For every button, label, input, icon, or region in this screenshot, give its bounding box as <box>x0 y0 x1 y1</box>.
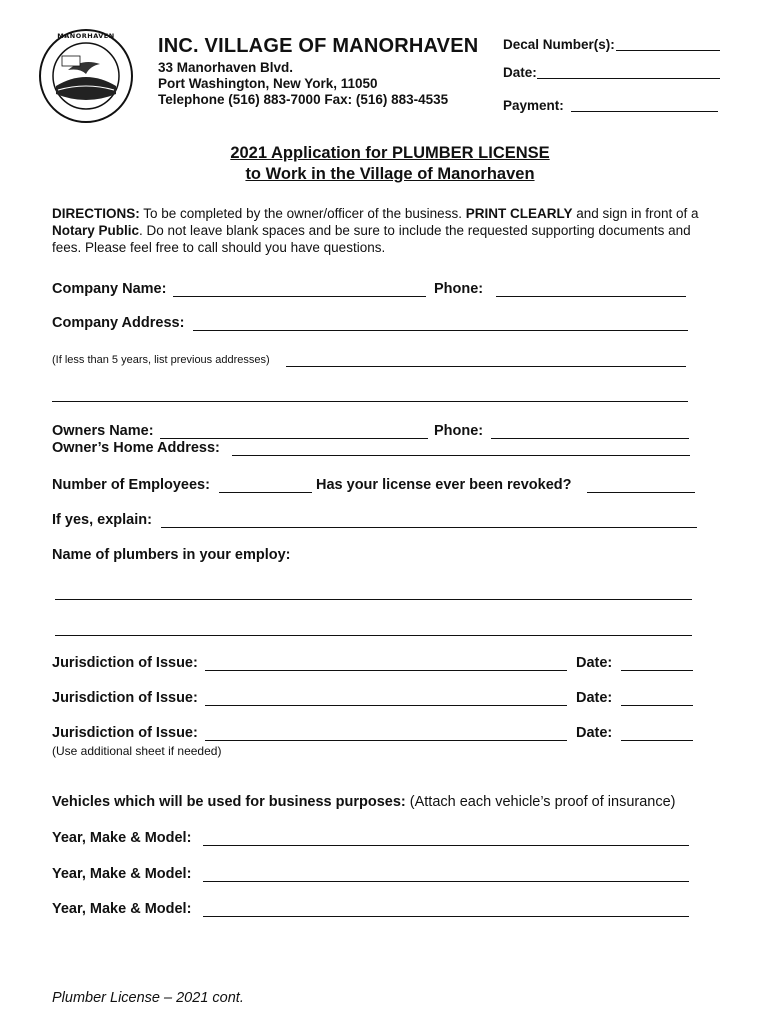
vehicle-line-3[interactable] <box>203 916 689 917</box>
payment-line[interactable] <box>571 111 718 112</box>
jurisdiction-label-2: Jurisdiction of Issue: <box>52 690 198 706</box>
previous-addresses-line-1[interactable] <box>286 366 686 367</box>
previous-addresses-line-2[interactable] <box>52 401 688 402</box>
directions-label: DIRECTIONS: <box>52 206 140 221</box>
revoked-label: Has your license ever been revoked? <box>316 477 572 493</box>
company-name-line[interactable] <box>173 296 426 297</box>
vehicles-label: Vehicles which will be used for business purposes: <box>52 794 406 810</box>
vehicle-label-3: Year, Make & Model: <box>52 901 192 917</box>
revoked-line[interactable] <box>587 492 695 493</box>
office-date-label: Date: <box>503 65 537 80</box>
owner-phone-line[interactable] <box>491 438 689 439</box>
employees-line[interactable] <box>219 492 312 493</box>
decal-number-label: Decal Number(s): <box>503 37 615 52</box>
company-address-label: Company Address: <box>52 315 185 331</box>
office-date-field <box>503 65 537 80</box>
jurisdiction-line-3[interactable] <box>205 740 567 741</box>
jurisdiction-date-label-2: Date: <box>576 690 613 706</box>
phone-fax: Telephone (516) 883-7000 Fax: (516) 883-4535 <box>158 92 449 107</box>
jurisdiction-date-line-1[interactable] <box>621 670 693 671</box>
previous-addresses-note: (If less than 5 years, list previous addresses) <box>52 354 270 366</box>
company-address-line[interactable] <box>193 330 688 331</box>
additional-sheet-note: (Use additional sheet if needed) <box>52 744 222 758</box>
directions-print-clearly: PRINT CLEARLY <box>465 206 573 221</box>
vehicle-label-2: Year, Make & Model: <box>52 866 192 882</box>
office-date-line[interactable] <box>537 78 720 79</box>
vehicle-line-2[interactable] <box>203 881 689 882</box>
org-name: INC. VILLAGE OF MANORHAVEN <box>158 35 479 57</box>
explain-line[interactable] <box>161 527 697 528</box>
explain-label: If yes, explain: <box>52 512 152 528</box>
vehicles-note: (Attach each vehicle’s proof of insurance) <box>405 794 676 810</box>
company-name-label: Company Name: <box>52 281 167 297</box>
jurisdiction-date-label-1: Date: <box>576 655 613 671</box>
page-footer: Plumber License – 2021 cont. <box>52 990 244 1006</box>
directions-paragraph <box>52 205 712 256</box>
owner-home-address-line[interactable] <box>232 455 690 456</box>
directions-text-3: . Do not leave blank spaces and be sure to include the requested supporting documents and fees. Please feel free to call should you have questions. <box>52 223 691 255</box>
payment-label: Payment: <box>503 98 564 113</box>
form-title-line-2: to Work in the Village of Manorhaven <box>245 165 535 183</box>
directions-text-1: To be completed by the owner/officer of the business. <box>139 206 466 221</box>
jurisdiction-label-1: Jurisdiction of Issue: <box>52 655 198 671</box>
jurisdiction-date-label-3: Date: <box>576 725 613 741</box>
village-seal-logo <box>38 28 134 124</box>
company-phone-line[interactable] <box>496 296 686 297</box>
vehicle-label-1: Year, Make & Model: <box>52 830 192 846</box>
form-title-line-1: 2021 Application for PLUMBER LICENSE <box>230 144 550 162</box>
vehicle-line-1[interactable] <box>203 845 689 846</box>
owner-phone-label: Phone: <box>434 423 484 439</box>
decal-number-field <box>503 37 615 52</box>
owners-name-line[interactable] <box>160 438 428 439</box>
plumbers-line-1[interactable] <box>55 599 692 600</box>
owners-name-label: Owners Name: <box>52 423 154 439</box>
directions-notary: Notary Public <box>52 223 140 238</box>
company-phone-label: Phone: <box>434 281 484 297</box>
jurisdiction-line-2[interactable] <box>205 705 567 706</box>
vehicles-heading <box>52 794 676 810</box>
jurisdiction-label-3: Jurisdiction of Issue: <box>52 725 198 741</box>
decal-number-line[interactable] <box>616 50 720 51</box>
payment-field <box>503 98 564 113</box>
svg-text:MANORHAVEN: MANORHAVEN <box>57 32 115 40</box>
owner-home-address-label: Owner’s Home Address: <box>52 440 220 456</box>
address-line-2: Port Washington, New York, 11050 <box>158 76 378 91</box>
address-line-1: 33 Manorhaven Blvd. <box>158 60 294 75</box>
employees-label: Number of Employees: <box>52 477 210 493</box>
plumbers-label: Name of plumbers in your employ: <box>52 547 291 563</box>
jurisdiction-date-line-2[interactable] <box>621 705 693 706</box>
plumbers-line-2[interactable] <box>55 635 692 636</box>
jurisdiction-date-line-3[interactable] <box>621 740 693 741</box>
directions-text-2: and sign in front of a <box>572 206 699 221</box>
jurisdiction-line-1[interactable] <box>205 670 567 671</box>
